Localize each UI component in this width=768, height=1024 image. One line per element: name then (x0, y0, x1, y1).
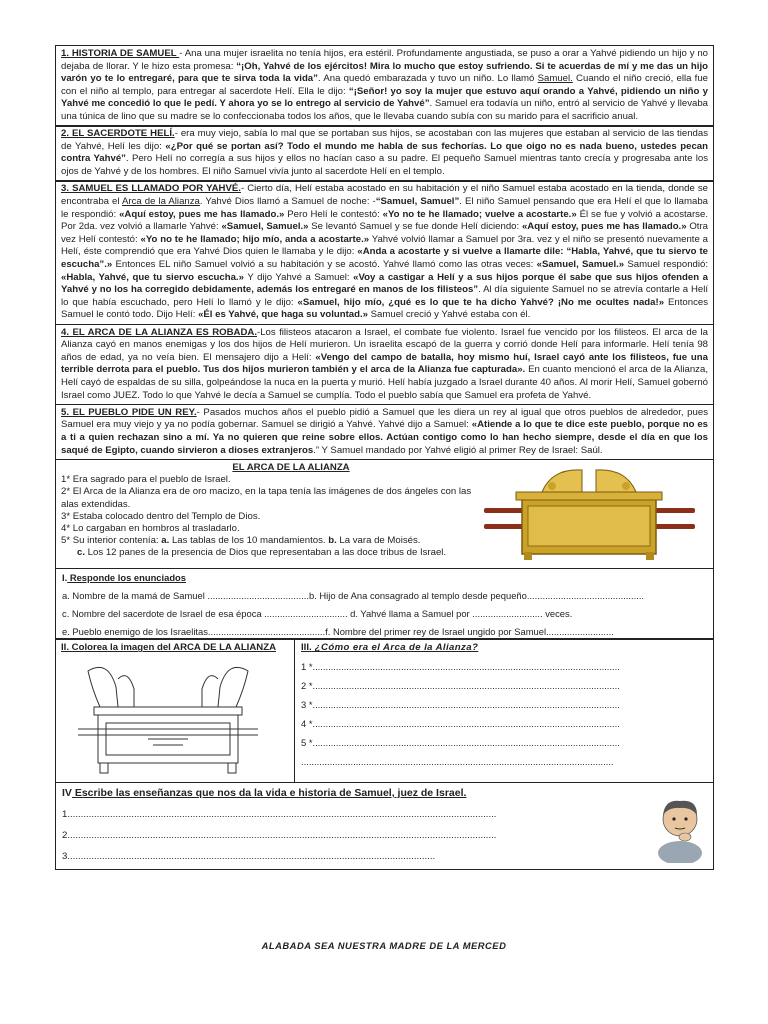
answer-line[interactable]: ........................................................................................................................ (301, 756, 614, 768)
body-text: .” Y Samuel mandado por Yahvé eligió al primer Rey de Israel: Saúl. (313, 444, 603, 456)
footer-text: ALABADA SEA NUESTRA MADRE DE LA MERCED (261, 940, 507, 951)
quote-text: «Anda a acostarte y si vuelve a llamarte dile: “Habla, Yahvé, que tu siervo te escucha”.» (61, 246, 709, 270)
question-2-box (56, 639, 295, 782)
body-text: Cuando el niño creció, ella fue con el niño al templo, para entregar al sacerdote Helí. Ella le dijo: (61, 73, 709, 97)
body-text: . Pero Helí no corregía a sus hijos y ellos no hacían caso a su padre. El pequeño Samuel mientras tanto crecía y progresaba ante los ojos de Yahvé y de los hombres. El niño Samuel vivía junto al sacerdote Helí en el templo. (61, 153, 708, 178)
quote-text: «Yo no te he llamado; hijo mío, anda a acostarte.» (140, 233, 370, 245)
quote-text: «Voy a castigar a Helí y a sus hijos porque él sabe que sus hijos ofenden a Yahvé y no los ha corregido debidamente, además los entregaré en manos de los filisteos” (61, 271, 708, 296)
quote-text: «Habla, Yahvé, que tu siervo escucha.» (61, 271, 244, 283)
question-4-title: IV Escribe las enseñanzas que nos da la vida e historia de Samuel, juez de Israel. (62, 787, 467, 800)
quote-text: «Él es Yahvé, que haga su voluntad.» (198, 309, 368, 321)
ark-coloring-outline[interactable] (78, 659, 258, 777)
answer-line[interactable]: 3 *...................................................................................................................... (301, 699, 620, 711)
question-1-row[interactable]: a. Nombre de la mamá de Samuel .......................................b. Hijo de Ana consagrado al templo desde pequeño............................................. (62, 589, 645, 601)
body-text: - Pasados muchos años el pueblo pidió a Samuel que les diera un rey al igual que otros pueblos de alrededor, pues Samuel era muy viejo y ya no podía gobernar. Samuel se dirigió a Yahvé. Yahvé dijo a Samuel: (61, 406, 708, 431)
body-text: . Al día siguiente Samuel no se atrevía contarle a Helí lo que había escuchado, pero Helí lo llamó y le dijo: (61, 284, 709, 308)
quote-text: “¡Señor! yo soy la mujer que estuvo aquí orando a Yahvé, pidiendo un niño y Yahvé me concedió lo que le pedí. Y ahora yo se lo entrego al servicio de Yahvé” (61, 85, 708, 110)
arca-item: 1* Era sagrado para el pueblo de Israel. (61, 474, 231, 486)
body-text: Otra vez Helí contestó: (61, 221, 709, 245)
body-text: . Ana quedó embarazada y tuvo un niño. Lo llamó (317, 73, 538, 85)
quote-text: «Samuel, hijo mío, ¿qué es lo que te ha dicho Yahvé? ¡No me ocultes nada!» (297, 296, 665, 308)
body-text: . Yahvé Dios llamó a Samuel de noche: - (199, 195, 376, 207)
body-text: - Ana una mujer israelita no tenía hijos, era estéril. Profundamente angustiada, se puso a orar a Yahvé pidiendo un hijo y no dejaba de llorar. Y le hizo esta promesa: (61, 48, 708, 72)
body-text: Se levantó Samuel y se fue donde Helí diciendo: (308, 221, 522, 233)
body-text: . Samuel era todavía un niño, entró al servicio de Yahvé y llevaba una túnica de lino que su madre se lo confeccionaba todos los años, que le llevaba cuando subía con su marido para el sacrificio anual. (61, 98, 709, 122)
quote-text: “¡Oh, Yahvé de los ejércitos! Mira lo mucho que estoy sufriendo. Si te acuerdas de mí y me das un hijo varón yo te lo entregaré, para que te sirva toda la vida” (61, 60, 708, 85)
section-heading: 1. HISTORIA DE SAMUEL (61, 48, 180, 59)
quote-text: “Samuel, Samuel” (375, 195, 460, 207)
body-text: -Los filisteos atacaron a Israel, el combate fue violento. Israel fue vencido por los filisteos. El arca de la Alianza cayó en manos enemigas y los dos hijos de Helí murieron. Un israelita escapó de la guerra y corrió donde Helí para informarle. Helí tenía 98 años de edad, ya no veía bien. El mensajero dijo a Helí: (61, 326, 708, 363)
question-3-title: III. ¿Cómo era el Arca de la Alianza? (301, 642, 479, 654)
body-text: - Cierto día, Helí estaba acostado en su habitación y el niño Samuel estaba acostado en la tienda, donde se encontraba el (61, 183, 709, 207)
question-1-row[interactable]: e. Pueblo enemigo de los Israelitas.............................................f. Nombre del primer rey de Israel ungido por Samuel.......................... (62, 625, 614, 637)
story-section (55, 180, 714, 325)
quote-text: «Samuel, Samuel.» (536, 258, 625, 270)
arca-title: EL ARCA DE LA ALIANZA (232, 461, 350, 473)
question-4-box (55, 782, 714, 870)
arca-item-5c: c. Los 12 panes de la presencia de Dios que representaban a las doce tribus de Israel. (77, 547, 447, 559)
answer-line[interactable]: 5 *...................................................................................................................... (301, 737, 620, 749)
story-section (55, 125, 714, 181)
golden-ark-image (482, 464, 697, 564)
body-text: Entonces EL niño Samuel volvió a su habitación y se acostó. Yahvé llamó como las otras veces: (112, 258, 537, 270)
answer-line[interactable]: 1 *...................................................................................................................... (301, 661, 620, 673)
question-3-box (295, 639, 713, 782)
questions-2-3-row (55, 638, 714, 783)
question-1-row[interactable]: c. Nombre del sacerdote de Israel de esa época ................................ d. Yahvé llama a Samuel por ........................... veces. (62, 607, 573, 619)
answer-line[interactable]: 1................................................................................................................................................................. (62, 809, 497, 821)
story-section (55, 324, 714, 406)
body-text: Arca de la Alianza (122, 195, 200, 207)
section-heading: 2. EL SACERDOTE HELÍ. (61, 128, 175, 140)
quote-text: «Samuel, Samuel.» (221, 221, 309, 233)
question-2-title: II. Colorea la imagen del ARCA DE LA ALIANZA (61, 642, 276, 654)
arca-item: 4* Lo cargaban en hombros al trasladarlo. (61, 522, 240, 534)
answer-line[interactable]: 3.......................................................................................................................................... (62, 851, 436, 863)
quote-text: «¿Por qué se portan así? Todo el mundo me habla de sus fechorías. Lo que oigo no es nada bueno, ustedes pecan contra Yahvé” (61, 140, 709, 165)
body-text: Yahvé volvió llamar a Samuel por 3ra. vez y el niño se presentó nuevamente a Helí, éste comprendió que era Yahvé Dios quien le llamaba y le dijo: (61, 233, 708, 258)
arca-item-5: 5* Su interior contenía: a. Las tablas de los 10 mandamientos. b. La vara de Moisés. (61, 535, 421, 547)
story-section (55, 404, 714, 460)
arca-info-box (55, 459, 714, 569)
body-text: Samuel respondió: (624, 258, 708, 270)
body-text: Samuel. (537, 73, 573, 85)
answer-line[interactable]: 4 *...................................................................................................................... (301, 718, 620, 730)
body-text: Pero Helí le contestó: (284, 208, 383, 220)
thinking-child-image (651, 793, 709, 863)
section-heading: 4. EL ARCA DE LA ALIANZA ES ROBADA. (61, 326, 257, 338)
body-text: Él se fue y volvió a acostarse. Por 2da. vez volvió a llamarle Yahvé: (61, 208, 708, 233)
quote-text: «Aquí estoy, pues me has llamado.» (119, 208, 285, 220)
story-section (55, 45, 714, 127)
arca-item: 2* El Arca de la Alianza era de oro macizo, en la tapa tenía las imágenes de dos ángeles con las alas extendidas. (61, 486, 472, 510)
quote-text: «Atiende a lo que te dice este pueblo, porque no es a ti a quien rechazan sino a mí. Ya no quieren que reine sobre ellos. Actúan contigo como lo han hecho siempre, desde el día en que los saqué de Egipto, cuando sirvieron a dioses extranjeros (61, 419, 709, 456)
body-text: Y dijo Yahvé a Samuel: (243, 271, 354, 283)
story-sections (55, 45, 714, 460)
answer-line[interactable]: 2................................................................................................................................................................. (62, 830, 497, 842)
answer-line[interactable]: 2 *...................................................................................................................... (301, 680, 620, 692)
body-text: Entonces Samuel le contó todo. Dijo Helí: (61, 296, 708, 321)
quote-text: «Vengo del campo de batalla, hoy mismo huí, Israel cayó ante los filisteos, fue una terrible derrota para el pueblo. Tus dos hijos murieron también y el arca de la Alianza fue capturada». (61, 351, 708, 376)
worksheet (55, 45, 714, 870)
arca-item: 3* Estaba colocado dentro del Templo de Dios. (61, 510, 261, 522)
body-text: - era muy viejo, sabía lo mal que se portaban sus hijos, se acostaban con las mujeres que estaban al servicio de las tiendas de Yahvé, Helí les dijo: (61, 128, 708, 152)
question-1-box (55, 568, 714, 640)
section-heading: 5. EL PUEBLO PIDE UN REY. (61, 406, 197, 418)
body-text: Samuel creció y Yahvé estaba con él. (367, 309, 531, 321)
question-1-title: I. Responde los enunciados (62, 571, 186, 583)
quote-text: «Yo no te he llamado; vuelve a acostarte.» (382, 208, 577, 220)
body-text: En cuanto mencionó el arca de la Alianza, Helí cayó de espaldas de su silla, golpeándose la nuca en la puerta y murió. Helí había juzgado a Israel durante 40 años. Al morir Helí, Samuel gobernó Israel como JUEZ. Todo lo que Yahvé le decía a Samuel se cumplía. Todo el pueblo sabía que Samuel era profeta de Yahvé. (61, 364, 708, 401)
quote-text: «Aquí estoy, pues me has llamado.» (521, 221, 687, 233)
section-heading: 3. SAMUEL ES LLAMADO POR YAHVÉ. (61, 183, 241, 195)
arca-list (61, 474, 481, 559)
body-text: . El niño Samuel pensando que era Helí el que lo llamaba le respondió: (61, 195, 708, 220)
